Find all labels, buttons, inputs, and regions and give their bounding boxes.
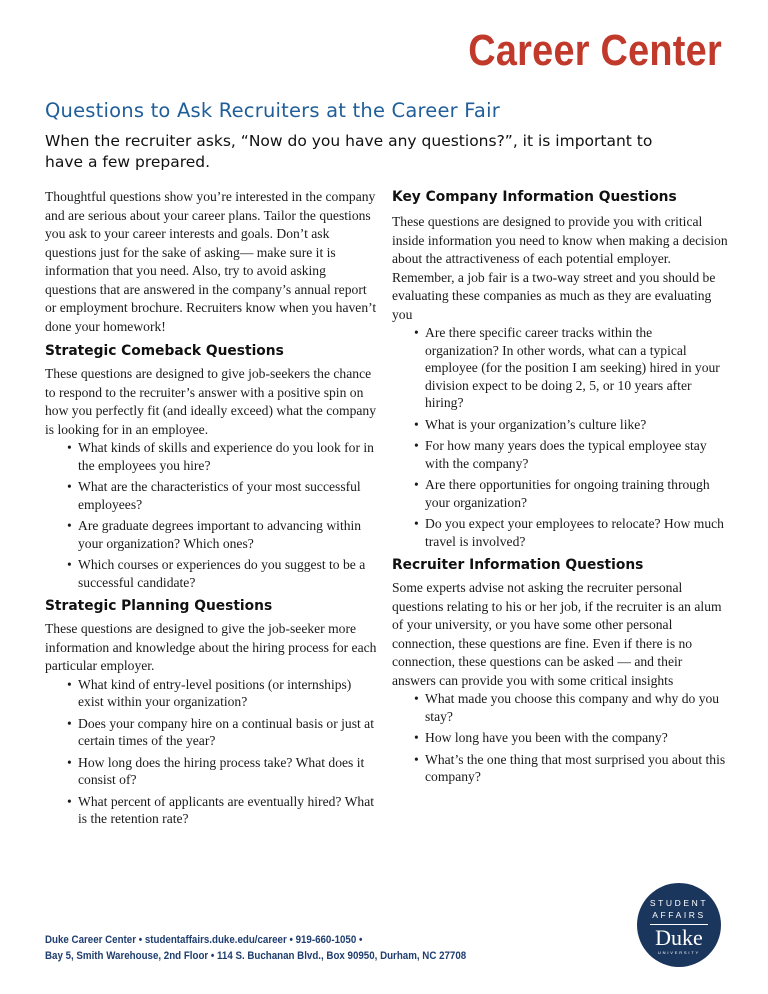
footer-line-1: Duke Career Center • studentaffairs.duke.edu/career • 919-660-1050 • xyxy=(45,934,363,946)
intro-paragraph: Thoughtful questions show you’re interested in the company and are serious about your career plans. Tailor the questions you ask to your career interests and goals. Don’t ask questions just for the sake of asking— make sure it is information that you need. Also, try to avoid asking questions that are answered in the company’s annual report or employment brochure. Recruiters know when you haven’t done your homework! xyxy=(45,189,377,334)
list-item-text: What percent of applicants are eventually hired? What is the retention rate? xyxy=(78,793,375,826)
footer-contact xyxy=(45,932,466,964)
company-text: These questions are designed to provide you with critical inside information you need to know when making a decision about the attractiveness of each potential employer. Remember, a job fair is a two-way street and you should be evaluating these companies as much as they are evaluating you xyxy=(392,214,728,322)
list-item xyxy=(414,437,728,472)
list-item xyxy=(414,515,728,550)
page-title: Questions to Ask Recruiters at the Career Fair xyxy=(45,99,500,122)
list-item xyxy=(414,324,728,412)
company-list xyxy=(392,324,728,550)
list-item xyxy=(67,793,377,828)
bullet-icon: • xyxy=(67,754,72,770)
list-item-text: How long have you been with the company? xyxy=(425,730,668,745)
list-item-text: Do you expect your employees to relocate? How much travel is involved? xyxy=(425,516,724,549)
list-item xyxy=(67,478,377,513)
comeback-list xyxy=(45,439,377,591)
bullet-icon: • xyxy=(67,715,72,731)
list-item xyxy=(67,517,377,552)
logo-text-duke: Duke xyxy=(655,925,703,950)
list-item xyxy=(414,476,728,511)
logo-text-affairs: AFFAIRS xyxy=(652,910,706,920)
list-item-text: Which courses or experiences do you suggest to be a successful candidate? xyxy=(78,557,366,590)
bullet-icon: • xyxy=(414,516,419,531)
list-item xyxy=(414,690,728,725)
company-heading: Key Company Information Questions xyxy=(392,189,677,205)
list-item-text: What made you choose this company and why do you stay? xyxy=(425,691,720,724)
planning-text: These questions are designed to give the job-seeker more information and knowledge about the hiring process for each particular employer. xyxy=(45,621,377,673)
list-item xyxy=(67,439,377,474)
bullet-icon: • xyxy=(414,438,419,453)
bullet-icon: • xyxy=(67,557,72,572)
comeback-heading: Strategic Comeback Questions xyxy=(45,343,284,359)
bullet-icon: • xyxy=(414,416,419,432)
logo-text-student: STUDENT xyxy=(649,898,709,908)
planning-heading: Strategic Planning Questions xyxy=(45,598,273,614)
list-item xyxy=(67,556,377,591)
list-item-text: What are the characteristics of your most successful employees? xyxy=(78,479,361,512)
list-item xyxy=(414,729,728,747)
bullet-icon: • xyxy=(67,479,72,494)
bullet-icon: • xyxy=(414,691,419,706)
bullet-icon: • xyxy=(67,676,72,692)
bullet-icon: • xyxy=(67,518,72,533)
list-item-text: Are there opportunities for ongoing training through your organization? xyxy=(425,477,710,510)
list-item xyxy=(67,715,377,750)
list-item-text: What kind of entry-level positions (or internships) exist within your organization? xyxy=(78,676,352,709)
page-subtitle: When the recruiter asks, “Now do you have any questions?”, it is important to have a few prepared. xyxy=(45,132,653,171)
list-item-text: Are there specific career tracks within the organization? In other words, what can a typical employee (for the position I am seeking) hired in your division expect to be doing 2, 5, or 10 years after hiring? xyxy=(425,325,720,410)
list-item-text: What is your organization’s culture like? xyxy=(425,416,647,432)
planning-list xyxy=(45,676,377,828)
list-item xyxy=(67,754,377,789)
list-item-text: How long does the hiring process take? What does it consist of? xyxy=(78,754,365,787)
list-item-text: For how many years does the typical employee stay with the company? xyxy=(425,438,707,471)
recruiter-heading: Recruiter Information Questions xyxy=(392,557,644,573)
bullet-icon: • xyxy=(67,440,72,455)
list-item xyxy=(67,676,377,711)
comeback-text: These questions are designed to give job-seekers the chance to respond to the recruiter’s answer with a positive spin on how you perfectly fit (and ideally exceed) what the company is looking for in an employee. xyxy=(45,366,377,437)
list-item xyxy=(414,416,728,434)
footer-line-2: Bay 5, Smith Warehouse, 2nd Floor • 114 S. Buchanan Blvd., Box 90950, Durham, NC 27708 xyxy=(45,950,467,962)
logo-text-university: UNIVERSITY xyxy=(657,950,700,955)
list-item xyxy=(414,751,728,786)
student-affairs-logo xyxy=(637,883,721,967)
bullet-icon: • xyxy=(414,325,419,340)
list-item-text: What kinds of skills and experience do you look for in the employees you hire? xyxy=(78,440,374,473)
list-item-text: Does your company hire on a continual basis or just at certain times of the year? xyxy=(78,715,374,748)
bullet-icon: • xyxy=(414,477,419,492)
list-item-text: Are graduate degrees important to advancing within your organization? Which ones? xyxy=(78,518,362,551)
bullet-icon: • xyxy=(414,730,419,745)
right-column xyxy=(392,188,728,790)
list-item-text: What’s the one thing that most surprised you about this company? xyxy=(425,751,726,784)
bullet-icon: • xyxy=(414,751,419,767)
bullet-icon: • xyxy=(67,793,72,809)
recruiter-text: Some experts advise not asking the recruiter personal questions relating to his or her job, if the recruiter is an alum of your university, or you have some other personal connection, these questions are fine. Even if there is no connection, these questions can be asked — and their answers can provide you with some critical insights xyxy=(392,580,722,688)
left-column xyxy=(45,188,377,832)
recruiter-list xyxy=(392,690,728,786)
career-center-brand: Career Center xyxy=(468,26,722,75)
